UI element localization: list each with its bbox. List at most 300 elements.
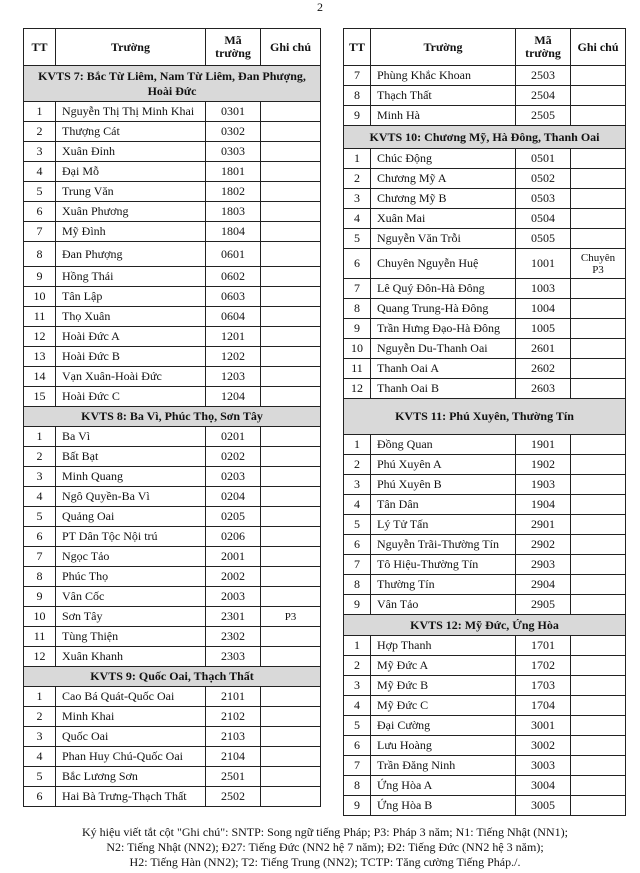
table-header xyxy=(344,29,626,66)
note-cell xyxy=(571,776,626,796)
row-number: 12 xyxy=(344,379,371,399)
school-name: Thượng Cát xyxy=(56,122,206,142)
note-cell xyxy=(571,66,626,86)
note-cell xyxy=(571,636,626,656)
school-code: 0206 xyxy=(206,527,261,547)
school-name: Xuân Khanh xyxy=(56,647,206,667)
table-row xyxy=(24,587,321,607)
row-number: 7 xyxy=(344,756,371,776)
table-row xyxy=(344,319,626,339)
school-code: 0604 xyxy=(206,307,261,327)
note-cell xyxy=(571,575,626,595)
header-tt: TT xyxy=(24,29,56,66)
table-row xyxy=(344,209,626,229)
school-code: 2502 xyxy=(206,787,261,807)
row-number: 5 xyxy=(344,716,371,736)
note-cell xyxy=(261,427,321,447)
row-number: 6 xyxy=(24,787,56,807)
school-name: Ứng Hòa A xyxy=(371,776,516,796)
school-name: Tùng Thiện xyxy=(56,627,206,647)
table-row xyxy=(24,767,321,787)
table-row xyxy=(344,455,626,475)
row-number: 12 xyxy=(24,647,56,667)
table-row xyxy=(24,467,321,487)
note-cell xyxy=(261,647,321,667)
school-name: Thanh Oai B xyxy=(371,379,516,399)
row-number: 7 xyxy=(24,547,56,567)
row-number: 2 xyxy=(24,447,56,467)
school-name: Xuân Phương xyxy=(56,202,206,222)
school-name: Vân Cốc xyxy=(56,587,206,607)
school-code: 1004 xyxy=(516,299,571,319)
note-cell xyxy=(571,209,626,229)
row-number: 6 xyxy=(344,249,371,279)
table-row xyxy=(24,202,321,222)
school-code: 1703 xyxy=(516,676,571,696)
row-number: 8 xyxy=(344,86,371,106)
note-cell xyxy=(261,547,321,567)
row-number: 8 xyxy=(344,299,371,319)
school-code: 0201 xyxy=(206,427,261,447)
row-number: 6 xyxy=(344,535,371,555)
school-name: Cao Bá Quát-Quốc Oai xyxy=(56,687,206,707)
note-cell xyxy=(261,122,321,142)
note-cell xyxy=(261,767,321,787)
note-cell xyxy=(261,787,321,807)
table-row xyxy=(344,716,626,736)
footnote-line-1: Ký hiệu viết tắt cột "Ghi chú": SNTP: Song ngữ tiếng Pháp; P3: Pháp 3 năm; N1: Tiếng Nhật (NN1); xyxy=(82,825,568,839)
school-code: 2301 xyxy=(206,607,261,627)
table-row xyxy=(24,727,321,747)
table-row xyxy=(344,736,626,756)
school-code: 3004 xyxy=(516,776,571,796)
school-code: 0501 xyxy=(516,149,571,169)
school-code: 2603 xyxy=(516,379,571,399)
school-name: Nguyễn Du-Thanh Oai xyxy=(371,339,516,359)
note-cell xyxy=(571,535,626,555)
table-row xyxy=(24,507,321,527)
school-code: 0502 xyxy=(516,169,571,189)
note-cell xyxy=(571,676,626,696)
row-number: 5 xyxy=(24,182,56,202)
table-row xyxy=(24,102,321,122)
row-number: 9 xyxy=(344,595,371,615)
school-code: 0505 xyxy=(516,229,571,249)
school-name: Bất Bạt xyxy=(56,447,206,467)
note-cell xyxy=(571,379,626,399)
school-code: 2103 xyxy=(206,727,261,747)
note-cell xyxy=(261,387,321,407)
school-name: PT Dân Tộc Nội trú xyxy=(56,527,206,547)
note-cell xyxy=(571,716,626,736)
school-code: 2504 xyxy=(516,86,571,106)
school-code: 2905 xyxy=(516,595,571,615)
note-cell xyxy=(261,202,321,222)
school-name: Đại Mỗ xyxy=(56,162,206,182)
school-name: Nguyễn Thị Thị Minh Khai xyxy=(56,102,206,122)
school-code: 1003 xyxy=(516,279,571,299)
school-name: Đại Cường xyxy=(371,716,516,736)
note-cell xyxy=(261,507,321,527)
school-code: 0203 xyxy=(206,467,261,487)
school-name: Vạn Xuân-Hoài Đức xyxy=(56,367,206,387)
school-name: Trung Văn xyxy=(56,182,206,202)
row-number: 11 xyxy=(24,627,56,647)
row-number: 4 xyxy=(24,747,56,767)
table-row xyxy=(344,66,626,86)
school-name: Xuân Đỉnh xyxy=(56,142,206,162)
school-name: Lưu Hoàng xyxy=(371,736,516,756)
schools-table-right xyxy=(343,28,626,816)
school-name: Ngọc Tảo xyxy=(56,547,206,567)
note-cell xyxy=(261,222,321,242)
row-number: 12 xyxy=(24,327,56,347)
header-school: Trường xyxy=(371,29,516,66)
header-note: Ghi chú xyxy=(261,29,321,66)
row-number: 8 xyxy=(24,242,56,267)
school-name: Chương Mỹ B xyxy=(371,189,516,209)
note-cell xyxy=(261,347,321,367)
header-school: Trường xyxy=(56,29,206,66)
table-row xyxy=(344,339,626,359)
note-cell xyxy=(571,339,626,359)
header-code: Mã trường xyxy=(206,29,261,66)
row-number: 7 xyxy=(344,555,371,575)
school-code: 1001 xyxy=(516,249,571,279)
table-row xyxy=(344,495,626,515)
school-code: 1702 xyxy=(516,656,571,676)
row-number: 1 xyxy=(344,149,371,169)
row-number: 5 xyxy=(344,515,371,535)
note-cell xyxy=(571,656,626,676)
table-row xyxy=(24,547,321,567)
footnote xyxy=(40,825,610,870)
table-row xyxy=(344,149,626,169)
note-cell xyxy=(261,242,321,267)
school-code: 2002 xyxy=(206,567,261,587)
school-code: 1803 xyxy=(206,202,261,222)
school-code: 1901 xyxy=(516,435,571,455)
table-header xyxy=(24,29,321,66)
section-header xyxy=(344,126,626,149)
table-row xyxy=(344,279,626,299)
note-cell: P3 xyxy=(261,607,321,627)
note-cell xyxy=(261,182,321,202)
table-row xyxy=(344,359,626,379)
table-row xyxy=(24,242,321,267)
table-row xyxy=(344,515,626,535)
table-row xyxy=(344,575,626,595)
school-code: 2505 xyxy=(516,106,571,126)
note-cell xyxy=(571,756,626,776)
section-header xyxy=(24,407,321,427)
table-row xyxy=(24,222,321,242)
school-name: Quang Trung-Hà Đông xyxy=(371,299,516,319)
table-row xyxy=(344,535,626,555)
note-cell xyxy=(571,279,626,299)
school-name: Hoài Đức A xyxy=(56,327,206,347)
note-cell xyxy=(571,299,626,319)
school-code: 3005 xyxy=(516,796,571,816)
table-row xyxy=(24,647,321,667)
row-number: 11 xyxy=(24,307,56,327)
school-code: 0302 xyxy=(206,122,261,142)
table-row xyxy=(24,707,321,727)
table-row xyxy=(344,189,626,209)
note-cell xyxy=(261,367,321,387)
table-row xyxy=(24,427,321,447)
school-code: 2101 xyxy=(206,687,261,707)
table-row xyxy=(24,747,321,767)
row-number: 2 xyxy=(344,455,371,475)
table-row xyxy=(344,106,626,126)
school-code: 1902 xyxy=(516,455,571,475)
section-title: KVTS 11: Phú Xuyên, Thường Tín xyxy=(344,399,626,435)
row-number: 1 xyxy=(24,102,56,122)
note-cell xyxy=(261,687,321,707)
school-code: 2602 xyxy=(516,359,571,379)
school-name: Lý Tử Tấn xyxy=(371,515,516,535)
school-code: 2904 xyxy=(516,575,571,595)
row-number: 4 xyxy=(344,696,371,716)
school-name: Nguyễn Trãi-Thường Tín xyxy=(371,535,516,555)
row-number: 1 xyxy=(24,427,56,447)
table-row xyxy=(344,435,626,455)
note-cell xyxy=(571,149,626,169)
school-code: 2501 xyxy=(206,767,261,787)
school-name: Tân Lập xyxy=(56,287,206,307)
table-row xyxy=(344,656,626,676)
school-code: 0202 xyxy=(206,447,261,467)
school-name: Mỹ Đức C xyxy=(371,696,516,716)
school-name: Chúc Động xyxy=(371,149,516,169)
note-cell xyxy=(571,86,626,106)
school-name: Quảng Oai xyxy=(56,507,206,527)
table-row xyxy=(344,249,626,279)
table-row xyxy=(24,527,321,547)
section-title: KVTS 9: Quốc Oai, Thạch Thất xyxy=(24,667,321,687)
row-number: 1 xyxy=(24,687,56,707)
school-code: 0602 xyxy=(206,267,261,287)
school-code: 2104 xyxy=(206,747,261,767)
note-cell xyxy=(261,162,321,182)
note-cell: Chuyên P3 xyxy=(571,249,626,279)
school-code: 2903 xyxy=(516,555,571,575)
school-name: Vân Tảo xyxy=(371,595,516,615)
header-code: Mã trường xyxy=(516,29,571,66)
note-cell xyxy=(571,189,626,209)
school-name: Đồng Quan xyxy=(371,435,516,455)
school-name: Quốc Oai xyxy=(56,727,206,747)
note-cell xyxy=(571,475,626,495)
note-cell xyxy=(261,327,321,347)
school-code: 2503 xyxy=(516,66,571,86)
school-name: Chuyên Nguyễn Huệ xyxy=(371,249,516,279)
table-row xyxy=(24,607,321,627)
school-name: Hồng Thái xyxy=(56,267,206,287)
row-number: 4 xyxy=(344,495,371,515)
school-code: 0205 xyxy=(206,507,261,527)
row-number: 1 xyxy=(344,435,371,455)
note-cell xyxy=(261,142,321,162)
table-row xyxy=(24,182,321,202)
table-row xyxy=(24,447,321,467)
school-name: Sơn Tây xyxy=(56,607,206,627)
row-number: 3 xyxy=(344,676,371,696)
row-number: 6 xyxy=(344,736,371,756)
section-header xyxy=(24,667,321,687)
note-cell xyxy=(261,287,321,307)
note-cell xyxy=(261,102,321,122)
note-cell xyxy=(261,567,321,587)
school-name: Xuân Mai xyxy=(371,209,516,229)
school-code: 1005 xyxy=(516,319,571,339)
school-name: Ứng Hòa B xyxy=(371,796,516,816)
school-name: Phúc Thọ xyxy=(56,567,206,587)
school-name: Hai Bà Trưng-Thạch Thất xyxy=(56,787,206,807)
school-name: Thọ Xuân xyxy=(56,307,206,327)
school-name: Nguyễn Văn Trỗi xyxy=(371,229,516,249)
school-name: Phùng Khắc Khoan xyxy=(371,66,516,86)
school-code: 0601 xyxy=(206,242,261,267)
school-name: Minh Khai xyxy=(56,707,206,727)
note-cell xyxy=(571,319,626,339)
page-number: 2 xyxy=(317,0,323,14)
school-code: 2902 xyxy=(516,535,571,555)
school-code: 0603 xyxy=(206,287,261,307)
row-number: 7 xyxy=(344,66,371,86)
note-cell xyxy=(261,747,321,767)
table-row xyxy=(344,86,626,106)
school-name: Bắc Lương Sơn xyxy=(56,767,206,787)
school-name: Ngô Quyền-Ba Vì xyxy=(56,487,206,507)
table-row xyxy=(344,796,626,816)
school-code: 0503 xyxy=(516,189,571,209)
table-row xyxy=(24,567,321,587)
school-name: Hoài Đức B xyxy=(56,347,206,367)
school-code: 0301 xyxy=(206,102,261,122)
school-name: Tô Hiệu-Thường Tín xyxy=(371,555,516,575)
row-number: 7 xyxy=(24,222,56,242)
school-name: Thanh Oai A xyxy=(371,359,516,379)
row-number: 9 xyxy=(344,796,371,816)
note-cell xyxy=(571,595,626,615)
note-cell xyxy=(571,169,626,189)
school-code: 1801 xyxy=(206,162,261,182)
table-row xyxy=(24,327,321,347)
table-row xyxy=(344,776,626,796)
row-number: 9 xyxy=(24,267,56,287)
table-row xyxy=(344,595,626,615)
note-cell xyxy=(571,736,626,756)
table-row xyxy=(24,347,321,367)
row-number: 3 xyxy=(24,727,56,747)
school-code: 0204 xyxy=(206,487,261,507)
row-number: 6 xyxy=(24,202,56,222)
table-row xyxy=(24,367,321,387)
row-number: 11 xyxy=(344,359,371,379)
note-cell xyxy=(261,447,321,467)
table-row xyxy=(24,287,321,307)
header-tt: TT xyxy=(344,29,371,66)
row-number: 2 xyxy=(24,707,56,727)
school-code: 2001 xyxy=(206,547,261,567)
school-name: Tân Dân xyxy=(371,495,516,515)
table-row xyxy=(24,122,321,142)
row-number: 2 xyxy=(344,656,371,676)
school-code: 1903 xyxy=(516,475,571,495)
schools-table-left xyxy=(23,28,321,807)
row-number: 10 xyxy=(344,339,371,359)
school-code: 2102 xyxy=(206,707,261,727)
table-row xyxy=(344,475,626,495)
section-title: KVTS 12: Mỹ Đức, Ứng Hòa xyxy=(344,615,626,636)
table-row xyxy=(24,687,321,707)
note-cell xyxy=(261,267,321,287)
table-row xyxy=(24,142,321,162)
row-number: 4 xyxy=(344,209,371,229)
school-name: Đan Phượng xyxy=(56,242,206,267)
school-code: 1204 xyxy=(206,387,261,407)
row-number: 2 xyxy=(24,122,56,142)
row-number: 5 xyxy=(24,507,56,527)
section-header xyxy=(344,615,626,636)
school-name: Lê Quý Đôn-Hà Đông xyxy=(371,279,516,299)
note-cell xyxy=(571,796,626,816)
row-number: 1 xyxy=(344,636,371,656)
table-row xyxy=(24,162,321,182)
school-code: 0504 xyxy=(516,209,571,229)
school-name: Hợp Thanh xyxy=(371,636,516,656)
section-title: KVTS 8: Ba Vì, Phúc Thọ, Sơn Tây xyxy=(24,407,321,427)
row-number: 3 xyxy=(24,142,56,162)
footnote-line-3: H2: Tiếng Hàn (NN2); T2: Tiếng Trung (NN2); TCTP: Tăng cường Tiếng Pháp./. xyxy=(129,855,521,869)
school-name: Phan Huy Chú-Quốc Oai xyxy=(56,747,206,767)
note-cell xyxy=(571,106,626,126)
school-code: 1202 xyxy=(206,347,261,367)
school-name: Mỹ Đình xyxy=(56,222,206,242)
section-header xyxy=(344,399,626,435)
table-row xyxy=(344,636,626,656)
section-title: KVTS 7: Bắc Từ Liêm, Nam Từ Liêm, Đan Phượng, Hoài Đức xyxy=(24,66,321,102)
footnote-line-2: N2: Tiếng Nhật (NN2); Đ27: Tiếng Đức (NN2 hệ 7 năm); Đ2: Tiếng Đức (NN2 hệ 3 năm); xyxy=(106,840,544,854)
note-cell xyxy=(571,455,626,475)
section-title: KVTS 10: Chương Mỹ, Hà Đông, Thanh Oai xyxy=(344,126,626,149)
school-name: Minh Quang xyxy=(56,467,206,487)
row-number: 3 xyxy=(344,475,371,495)
school-code: 1203 xyxy=(206,367,261,387)
row-number: 3 xyxy=(24,467,56,487)
note-cell xyxy=(571,555,626,575)
school-code: 1904 xyxy=(516,495,571,515)
row-number: 13 xyxy=(24,347,56,367)
row-number: 8 xyxy=(344,776,371,796)
note-cell xyxy=(261,627,321,647)
row-number: 2 xyxy=(344,169,371,189)
table-row xyxy=(24,307,321,327)
school-name: Thường Tín xyxy=(371,575,516,595)
table-row xyxy=(344,756,626,776)
school-code: 3002 xyxy=(516,736,571,756)
school-name: Phú Xuyên A xyxy=(371,455,516,475)
row-number: 4 xyxy=(24,487,56,507)
table-row xyxy=(24,267,321,287)
table-row xyxy=(24,787,321,807)
school-code: 1704 xyxy=(516,696,571,716)
table-row xyxy=(24,487,321,507)
note-cell xyxy=(261,527,321,547)
table-row xyxy=(344,696,626,716)
